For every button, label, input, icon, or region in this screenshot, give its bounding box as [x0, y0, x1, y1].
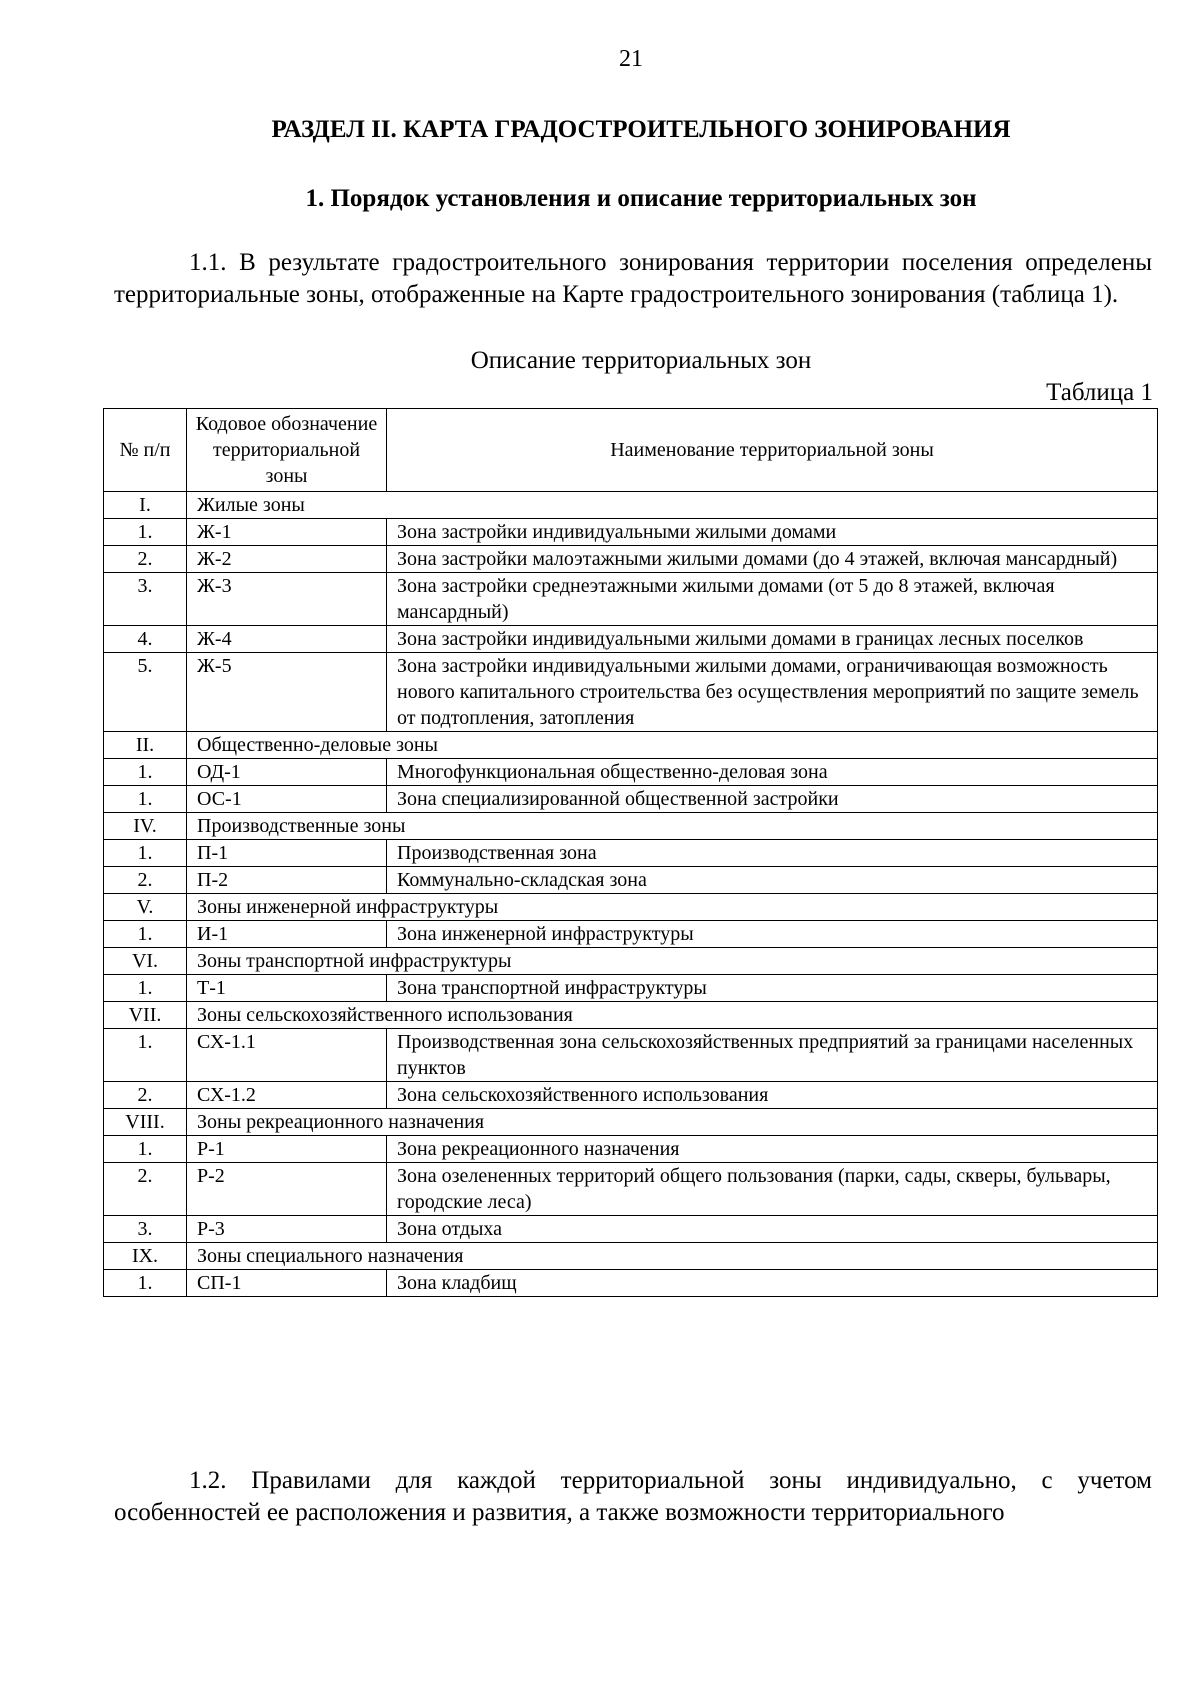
zones-table-header [104, 409, 1158, 492]
group-number: IX. [104, 1243, 187, 1270]
header-row [104, 409, 1158, 492]
zone-number: 1. [104, 519, 187, 546]
zone-code: Ж-3 [187, 573, 387, 626]
group-number: VII. [104, 1002, 187, 1029]
subsection-title: 1. Порядок установления и описание территориальных зон [305, 185, 977, 212]
zone-number: 1. [104, 1136, 187, 1163]
group-row [104, 732, 1158, 759]
zone-name: Зона застройки индивидуальными жилыми домами, ограничивающая возможность нового капитального строительства без осуществления мероприятий по защите земель от подтопления, затопления [387, 653, 1158, 732]
zone-number: 1. [104, 921, 187, 948]
group-title: Общественно-деловые зоны [187, 732, 1158, 759]
zone-row [104, 653, 1158, 732]
zone-code: СХ-1.2 [187, 1082, 387, 1109]
group-title: Зоны инженерной инфраструктуры [187, 894, 1158, 921]
zone-code: Т-1 [187, 975, 387, 1002]
zone-name: Зона инженерной инфраструктуры [387, 921, 1158, 948]
group-title: Производственные зоны [187, 813, 1158, 840]
group-row [104, 894, 1158, 921]
zone-row [104, 921, 1158, 948]
zone-number: 1. [104, 786, 187, 813]
zone-name: Зона сельскохозяйственного использования [387, 1082, 1158, 1109]
zone-row [104, 1082, 1158, 1109]
zone-code: ОД-1 [187, 759, 387, 786]
zone-row [104, 573, 1158, 626]
zone-name: Зона озелененных территорий общего пользования (парки, сады, скверы, бульвары, городские леса) [387, 1163, 1158, 1216]
zone-row [104, 1136, 1158, 1163]
group-title: Зоны специального назначения [187, 1243, 1158, 1270]
zone-name: Зона рекреационного назначения [387, 1136, 1158, 1163]
zone-number: 2. [104, 546, 187, 573]
zone-row [104, 626, 1158, 653]
group-title: Зоны рекреационного назначения [187, 1109, 1158, 1136]
zone-name: Производственная зона [387, 840, 1158, 867]
group-title: Зоны сельскохозяйственного использования [187, 1002, 1158, 1029]
zone-code: Р-1 [187, 1136, 387, 1163]
zones-table-body [104, 492, 1158, 1297]
zone-row [104, 867, 1158, 894]
zone-code: Ж-4 [187, 626, 387, 653]
zone-name: Коммунально-складская зона [387, 867, 1158, 894]
zone-number: 1. [104, 759, 187, 786]
paragraph-1 [114, 247, 1152, 311]
zone-number: 5. [104, 653, 187, 732]
zone-row [104, 1163, 1158, 1216]
section-title: РАЗДЕЛ II. КАРТА ГРАДОСТРОИТЕЛЬНОГО ЗОНИРОВАНИЯ [271, 116, 1011, 143]
zone-name: Зона застройки среднеэтажными жилыми домами (от 5 до 8 этажей, включая мансардный) [387, 573, 1158, 626]
zone-code: Р-2 [187, 1163, 387, 1216]
table-label: Таблица 1 [1046, 379, 1153, 406]
zone-number: 3. [104, 573, 187, 626]
zone-code: П-2 [187, 867, 387, 894]
group-number: IV. [104, 813, 187, 840]
zone-name: Зона отдыха [387, 1216, 1158, 1243]
zone-code: СП-1 [187, 1270, 387, 1297]
paragraph-2 [114, 1465, 1152, 1529]
zone-code: Ж-5 [187, 653, 387, 732]
group-row [104, 813, 1158, 840]
group-title: Зоны транспортной инфраструктуры [187, 948, 1158, 975]
zone-code: Ж-2 [187, 546, 387, 573]
group-row [104, 948, 1158, 975]
zone-number: 4. [104, 626, 187, 653]
zone-row [104, 519, 1158, 546]
table-caption: Описание территориальных зон [470, 347, 812, 374]
group-row [104, 1002, 1158, 1029]
group-number: VI. [104, 948, 187, 975]
zone-code: СХ-1.1 [187, 1029, 387, 1082]
zone-code: Р-3 [187, 1216, 387, 1243]
zone-code: И-1 [187, 921, 387, 948]
zone-name: Зона кладбищ [387, 1270, 1158, 1297]
zone-row [104, 840, 1158, 867]
group-number: V. [104, 894, 187, 921]
zone-name: Зона специализированной общественной застройки [387, 786, 1158, 813]
page-number: 21 [619, 46, 643, 72]
zone-number: 2. [104, 867, 187, 894]
zone-name: Многофункциональная общественно-деловая зона [387, 759, 1158, 786]
zone-number: 1. [104, 840, 187, 867]
group-number: II. [104, 732, 187, 759]
zones-table [103, 408, 1158, 1297]
zone-number: 1. [104, 1029, 187, 1082]
header-code: Кодовое обозначение территориальной зоны [187, 409, 387, 492]
group-row [104, 492, 1158, 519]
header-name: Наименование территориальной зоны [387, 409, 1158, 492]
group-title: Жилые зоны [187, 492, 1158, 519]
group-number: VIII. [104, 1109, 187, 1136]
zone-name: Зона застройки индивидуальными жилыми домами [387, 519, 1158, 546]
zone-code: Ж-1 [187, 519, 387, 546]
zone-row [104, 1270, 1158, 1297]
zone-name: Зона транспортной инфраструктуры [387, 975, 1158, 1002]
zone-number: 2. [104, 1163, 187, 1216]
paragraph-1-text: 1.1. В результате градостроительного зонирования территории поселения определены территориальные зоны, отображенные на Карте градостроительного зонирования (таблица 1). [114, 249, 1152, 308]
group-number: I. [104, 492, 187, 519]
zone-row [104, 975, 1158, 1002]
paragraph-2-text: 1.2. Правилами для каждой территориальной зоны индивидуально, с учетом особенностей ее расположения и развития, а также возможности территориального [114, 1467, 1152, 1526]
zone-row [104, 759, 1158, 786]
group-row [104, 1109, 1158, 1136]
zone-row [104, 1216, 1158, 1243]
zone-row [104, 786, 1158, 813]
header-number: № п/п [104, 409, 187, 492]
zone-code: ОС-1 [187, 786, 387, 813]
zone-name: Производственная зона сельскохозяйственных предприятий за границами населенных пунктов [387, 1029, 1158, 1082]
zone-number: 1. [104, 1270, 187, 1297]
zone-row [104, 1029, 1158, 1082]
zone-number: 2. [104, 1082, 187, 1109]
zone-number: 3. [104, 1216, 187, 1243]
group-row [104, 1243, 1158, 1270]
zone-code: П-1 [187, 840, 387, 867]
zone-row [104, 546, 1158, 573]
zone-name: Зона застройки индивидуальными жилыми домами в границах лесных поселков [387, 626, 1158, 653]
zone-number: 1. [104, 975, 187, 1002]
zone-name: Зона застройки малоэтажными жилыми домами (до 4 этажей, включая мансардный) [387, 546, 1158, 573]
